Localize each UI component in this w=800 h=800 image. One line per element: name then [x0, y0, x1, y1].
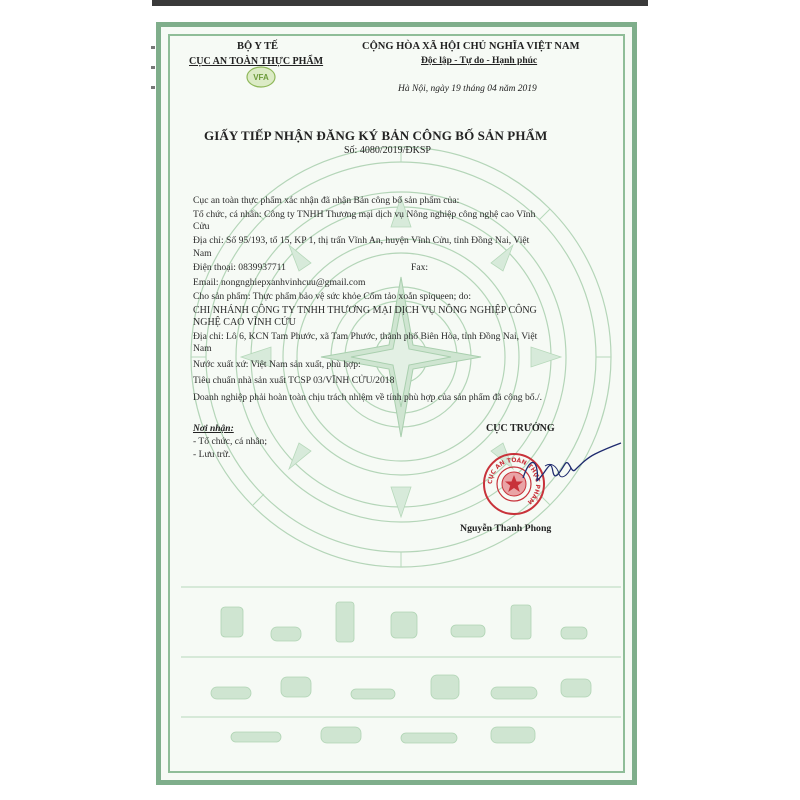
email-address: Email: nongnghiepxanhvinhcuu@gmail.com — [193, 277, 366, 288]
phone-number: Điện thoại: 0839937711 — [193, 262, 286, 273]
recipients-label: Nơi nhận: — [193, 424, 234, 434]
document-title: GIẤY TIẾP NHẬN ĐĂNG KÝ BẢN CÔNG BỐ SẢN PHẨM — [204, 128, 548, 143]
signer-name: Nguyễn Thanh Phong — [460, 523, 552, 534]
fax-number: Fax: — [411, 262, 429, 273]
signer-position: CỤC TRƯỞNG — [486, 423, 555, 434]
national-motto: Độc lập - Tự do - Hạnh phúc — [421, 56, 538, 66]
republic-header: CỘNG HÒA XÃ HỘI CHỦ NGHĨA VIỆT NAM — [362, 41, 580, 52]
edge-mark — [151, 46, 155, 49]
recipient-item: - Lưu trữ. — [193, 449, 231, 460]
document-number: Số: 4080/2019/ĐKSP — [344, 145, 431, 156]
address-line-cont: Nam — [193, 248, 212, 259]
manufacturer-name: CHI NHÁNH CÔNG TY TNHH THƯƠNG MẠI DỊCH VỤ NÔNG NGHIỆP CÔNG — [193, 305, 537, 316]
handwritten-signature — [515, 440, 625, 505]
manufacturer-address: Địa chỉ: Lô 6, KCN Tam Phước, xã Tam Phước, thành phố Biên Hòa, tỉnh Đồng Nai, Việt — [193, 331, 538, 342]
organization-line: Tổ chức, cá nhân: Công ty TNHH Thương mại dịch vụ Nông nghiệp công nghệ cao Vĩnh — [193, 209, 536, 220]
intro-text: Cục an toàn thực phẩm xác nhận đã nhận Bản công bố sản phẩm của: — [193, 195, 460, 206]
department-name: CỤC AN TOÀN THỰC PHẨM — [189, 56, 324, 67]
edge-mark — [151, 86, 155, 89]
country-of-origin: Nước xuất xứ: Việt Nam sản xuất, phù hợp: — [193, 359, 361, 370]
place-and-date: Hà Nội, ngày 19 tháng 04 năm 2019 — [398, 84, 537, 94]
responsibility-statement: Doanh nghiệp phải hoàn toàn chịu trách nhiệm về tính phù hợp của sản phẩm đã công bố./. — [193, 392, 543, 403]
production-standard: Tiêu chuẩn nhà sản xuất TCSP 03/VĨNH CỬU/2018 — [193, 375, 395, 386]
manufacturer-address-cont: Nam — [193, 343, 212, 354]
vfa-logo — [246, 66, 276, 88]
ministry-name: BỘ Y TẾ — [237, 41, 279, 52]
svg-text:VFA: VFA — [253, 73, 269, 82]
manufacturer-name-cont: NGHỆ CAO VĨNH CỬU — [193, 317, 296, 328]
svg-text:CỤC AN TOÀN THỰC PHẨM: CỤC AN TOÀN THỰC PHẨM — [486, 456, 542, 506]
recipient-item: - Tổ chức, cá nhân; — [193, 436, 268, 447]
edge-mark — [151, 66, 155, 69]
address-line: Địa chỉ: Số 95/193, tổ 15, KP 1, thị trấn Vĩnh An, huyện Vĩnh Cửu, tỉnh Đồng Nai, Việt — [193, 235, 530, 246]
product-line: Cho sản phẩm: Thực phẩm bảo vệ sức khỏe Cốm tảo xoắn spiqueen; do: — [193, 291, 471, 302]
organization-line-cont: Cửu — [193, 221, 210, 232]
top-dark-strip — [152, 0, 648, 6]
